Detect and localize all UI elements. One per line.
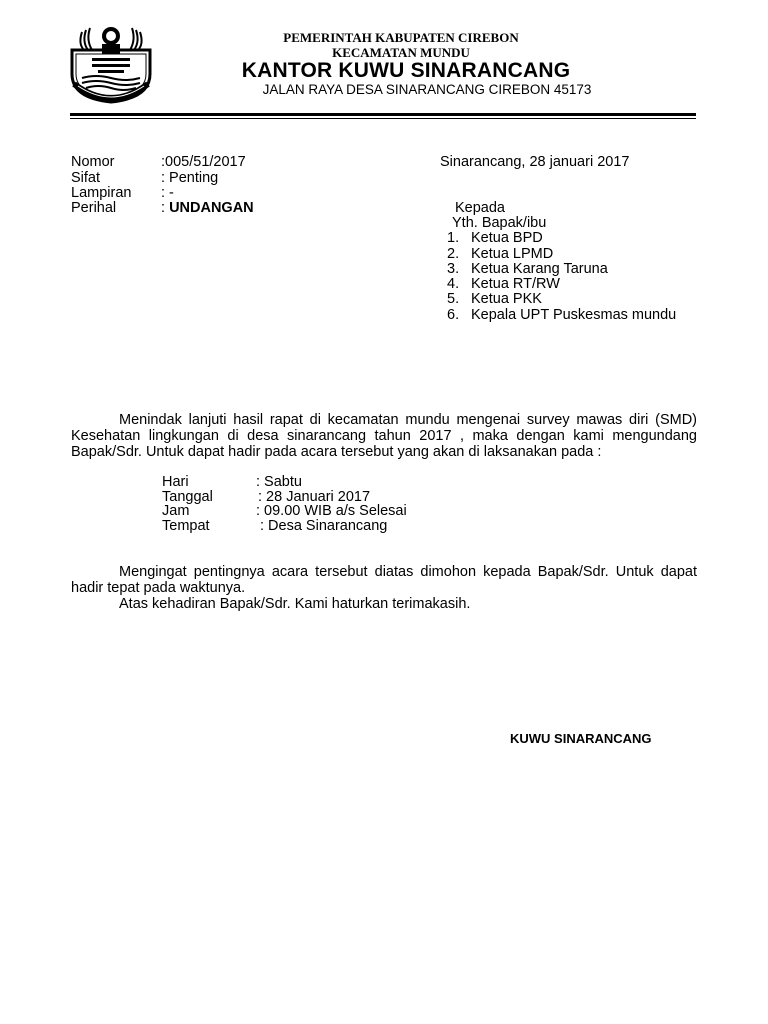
recipient-salutation: Yth. Bapak/ibu <box>452 215 547 231</box>
letterhead-district: KECAMATAN MUNDU <box>332 45 470 60</box>
tanggal-label: Tanggal <box>162 489 213 505</box>
recipient-item-3: Ketua Karang Taruna <box>471 261 608 277</box>
hari-value: : Sabtu <box>256 474 302 490</box>
letterhead-government: PEMERINTAH KABUPATEN CIREBON <box>283 30 519 45</box>
recipient-num-1: 1. <box>447 230 460 246</box>
jam-label: Jam <box>162 503 190 519</box>
signature-title: KUWU SINARANCANG <box>510 731 652 746</box>
perihal-value: UNDANGAN <box>169 200 254 216</box>
nomor-label: Nomor <box>71 154 115 170</box>
body-intro-paragraph <box>71 412 697 460</box>
letterhead-office-name: KANTOR KUWU SINARANCANG <box>241 59 571 82</box>
letterhead-thick-rule <box>70 113 696 116</box>
recipient-item-2: Ketua LPMD <box>471 246 554 262</box>
perihal-colon: : <box>161 200 170 216</box>
jam-value: : 09.00 WIB a/s Selesai <box>256 503 407 519</box>
body-intro-text: Menindak lanjuti hasil rapat di kecamatan mundu mengenai survey mawas diri (SMD) Kesehatan lingkungan di desa sinarancang tahun 2017 , maka dengan kami mengundang Bapak/Sdr. Untuk dapat hadir pada acara tersebut yang akan di laksanakan pada : <box>71 412 697 460</box>
closing-text-1: Mengingat pentingnya acara tersebut diatas dimohon kepada Bapak/Sdr. Untuk dapat hadir tepat pada waktunya. <box>71 564 697 596</box>
closing-paragraph <box>71 564 697 612</box>
tempat-value: : Desa Sinarancang <box>260 518 388 534</box>
letterhead-thin-rule <box>70 118 696 119</box>
recipient-num-6: 6. <box>447 307 460 323</box>
perihal-label: Perihal <box>71 200 117 216</box>
tanggal-value: : 28 Januari 2017 <box>258 489 371 505</box>
recipient-num-4: 4. <box>447 276 460 292</box>
hari-label: Hari <box>162 474 189 490</box>
sifat-label: Sifat <box>71 170 101 186</box>
recipient-num-3: 3. <box>447 261 460 277</box>
recipient-item-1: Ketua BPD <box>471 230 543 246</box>
sifat-value: : Penting <box>161 170 219 186</box>
closing-text-2: Atas kehadiran Bapak/Sdr. Kami haturkan terimakasih. <box>119 596 471 612</box>
recipient-kepada: Kepada <box>455 200 505 216</box>
recipient-item-5: Ketua PKK <box>471 291 542 307</box>
tempat-label: Tempat <box>162 518 210 534</box>
place-date: Sinarancang, 28 januari 2017 <box>440 154 630 170</box>
recipient-item-4: Ketua RT/RW <box>471 276 560 292</box>
recipient-item-6: Kepala UPT Puskesmas mundu <box>471 307 677 323</box>
perihal-value-line <box>161 200 254 216</box>
lampiran-value: : - <box>161 185 174 201</box>
recipient-num-5: 5. <box>447 291 460 307</box>
recipient-num-2: 2. <box>447 246 460 262</box>
lampiran-label: Lampiran <box>71 185 132 201</box>
nomor-value: :005/51/2017 <box>161 154 246 170</box>
letterhead-address: JALAN RAYA DESA SINARANCANG CIREBON 45173 <box>262 82 592 97</box>
